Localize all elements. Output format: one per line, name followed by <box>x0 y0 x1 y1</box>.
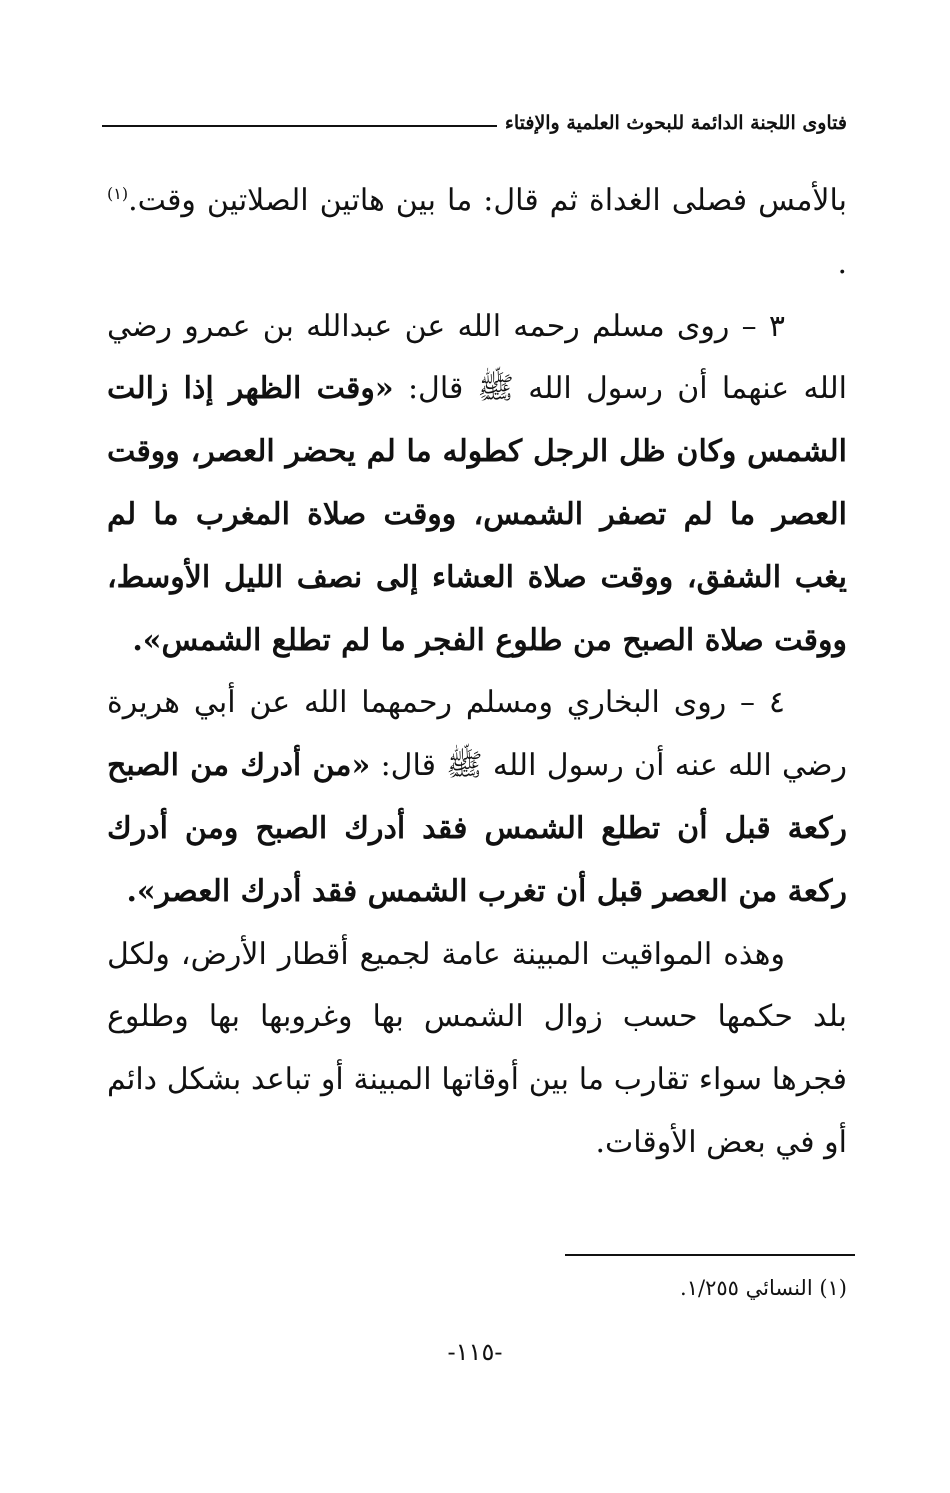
paragraph-3-hadith-quote: «من أدرك من الصبح ركعة قبل أن تطلع الشمس فقد أدرك الصبح ومن أدرك ركعة من العصر قبل أن تغرب الشمس فقد أدرك العصر». <box>107 748 847 909</box>
paragraph-4 <box>107 924 847 1175</box>
paragraph-1-tail: . <box>837 245 847 281</box>
paragraph-2-intro: ٣ – روى مسلم رحمه الله عن عبدالله بن عمرو رضي الله عنهما أن رسول الله ﷺ قال: <box>107 308 847 407</box>
paragraph-3 <box>107 672 847 923</box>
paragraph-4-text: وهذه المواقيت المبينة عامة لجميع أقطار الأرض، ولكل بلد حكمها حسب زوال الشمس بها وغروبها بها وطلوع فجرها سواء تقارب ما بين أوقاتها المبينة أو تباعد بشكل دائم أو في بعض الأوقات. <box>107 936 847 1160</box>
paragraph-1-text: بالأمس فصلى الغداة ثم قال: ما بين هاتين الصلاتين وقت. <box>128 183 847 218</box>
footnote-marker: (١) <box>107 184 129 203</box>
body-text <box>107 170 847 1175</box>
footnote-separator <box>565 1254 855 1256</box>
footnote-1: (١) النسائي ١/٢٥٥. <box>680 1276 847 1300</box>
paragraph-3-intro: ٤ – روى البخاري ومسلم رحمهما الله عن أبي هريرة رضي الله عنه أن رسول الله ﷺ قال: <box>107 685 848 784</box>
header-title: فتاوى اللجنة الدائمة للبحوث العلمية والإفتاء <box>504 112 847 134</box>
page-number: -١١٥- <box>447 1338 503 1366</box>
paragraph-1 <box>107 170 847 296</box>
running-header <box>102 108 847 138</box>
paragraph-2 <box>107 296 847 673</box>
header-rule <box>102 125 497 127</box>
paragraph-2-hadith-quote: «وقت الظهر إذا زالت الشمس وكان ظل الرجل كطوله ما لم يحضر العصر، ووقت العصر ما لم تصفر الشمس، ووقت صلاة المغرب ما لم يغب الشفق، ووقت صلاة العشاء إلى نصف الليل الأوسط، ووقت صلاة الصبح من طلوع الفجر ما لم تطلع الشمس». <box>107 371 847 658</box>
